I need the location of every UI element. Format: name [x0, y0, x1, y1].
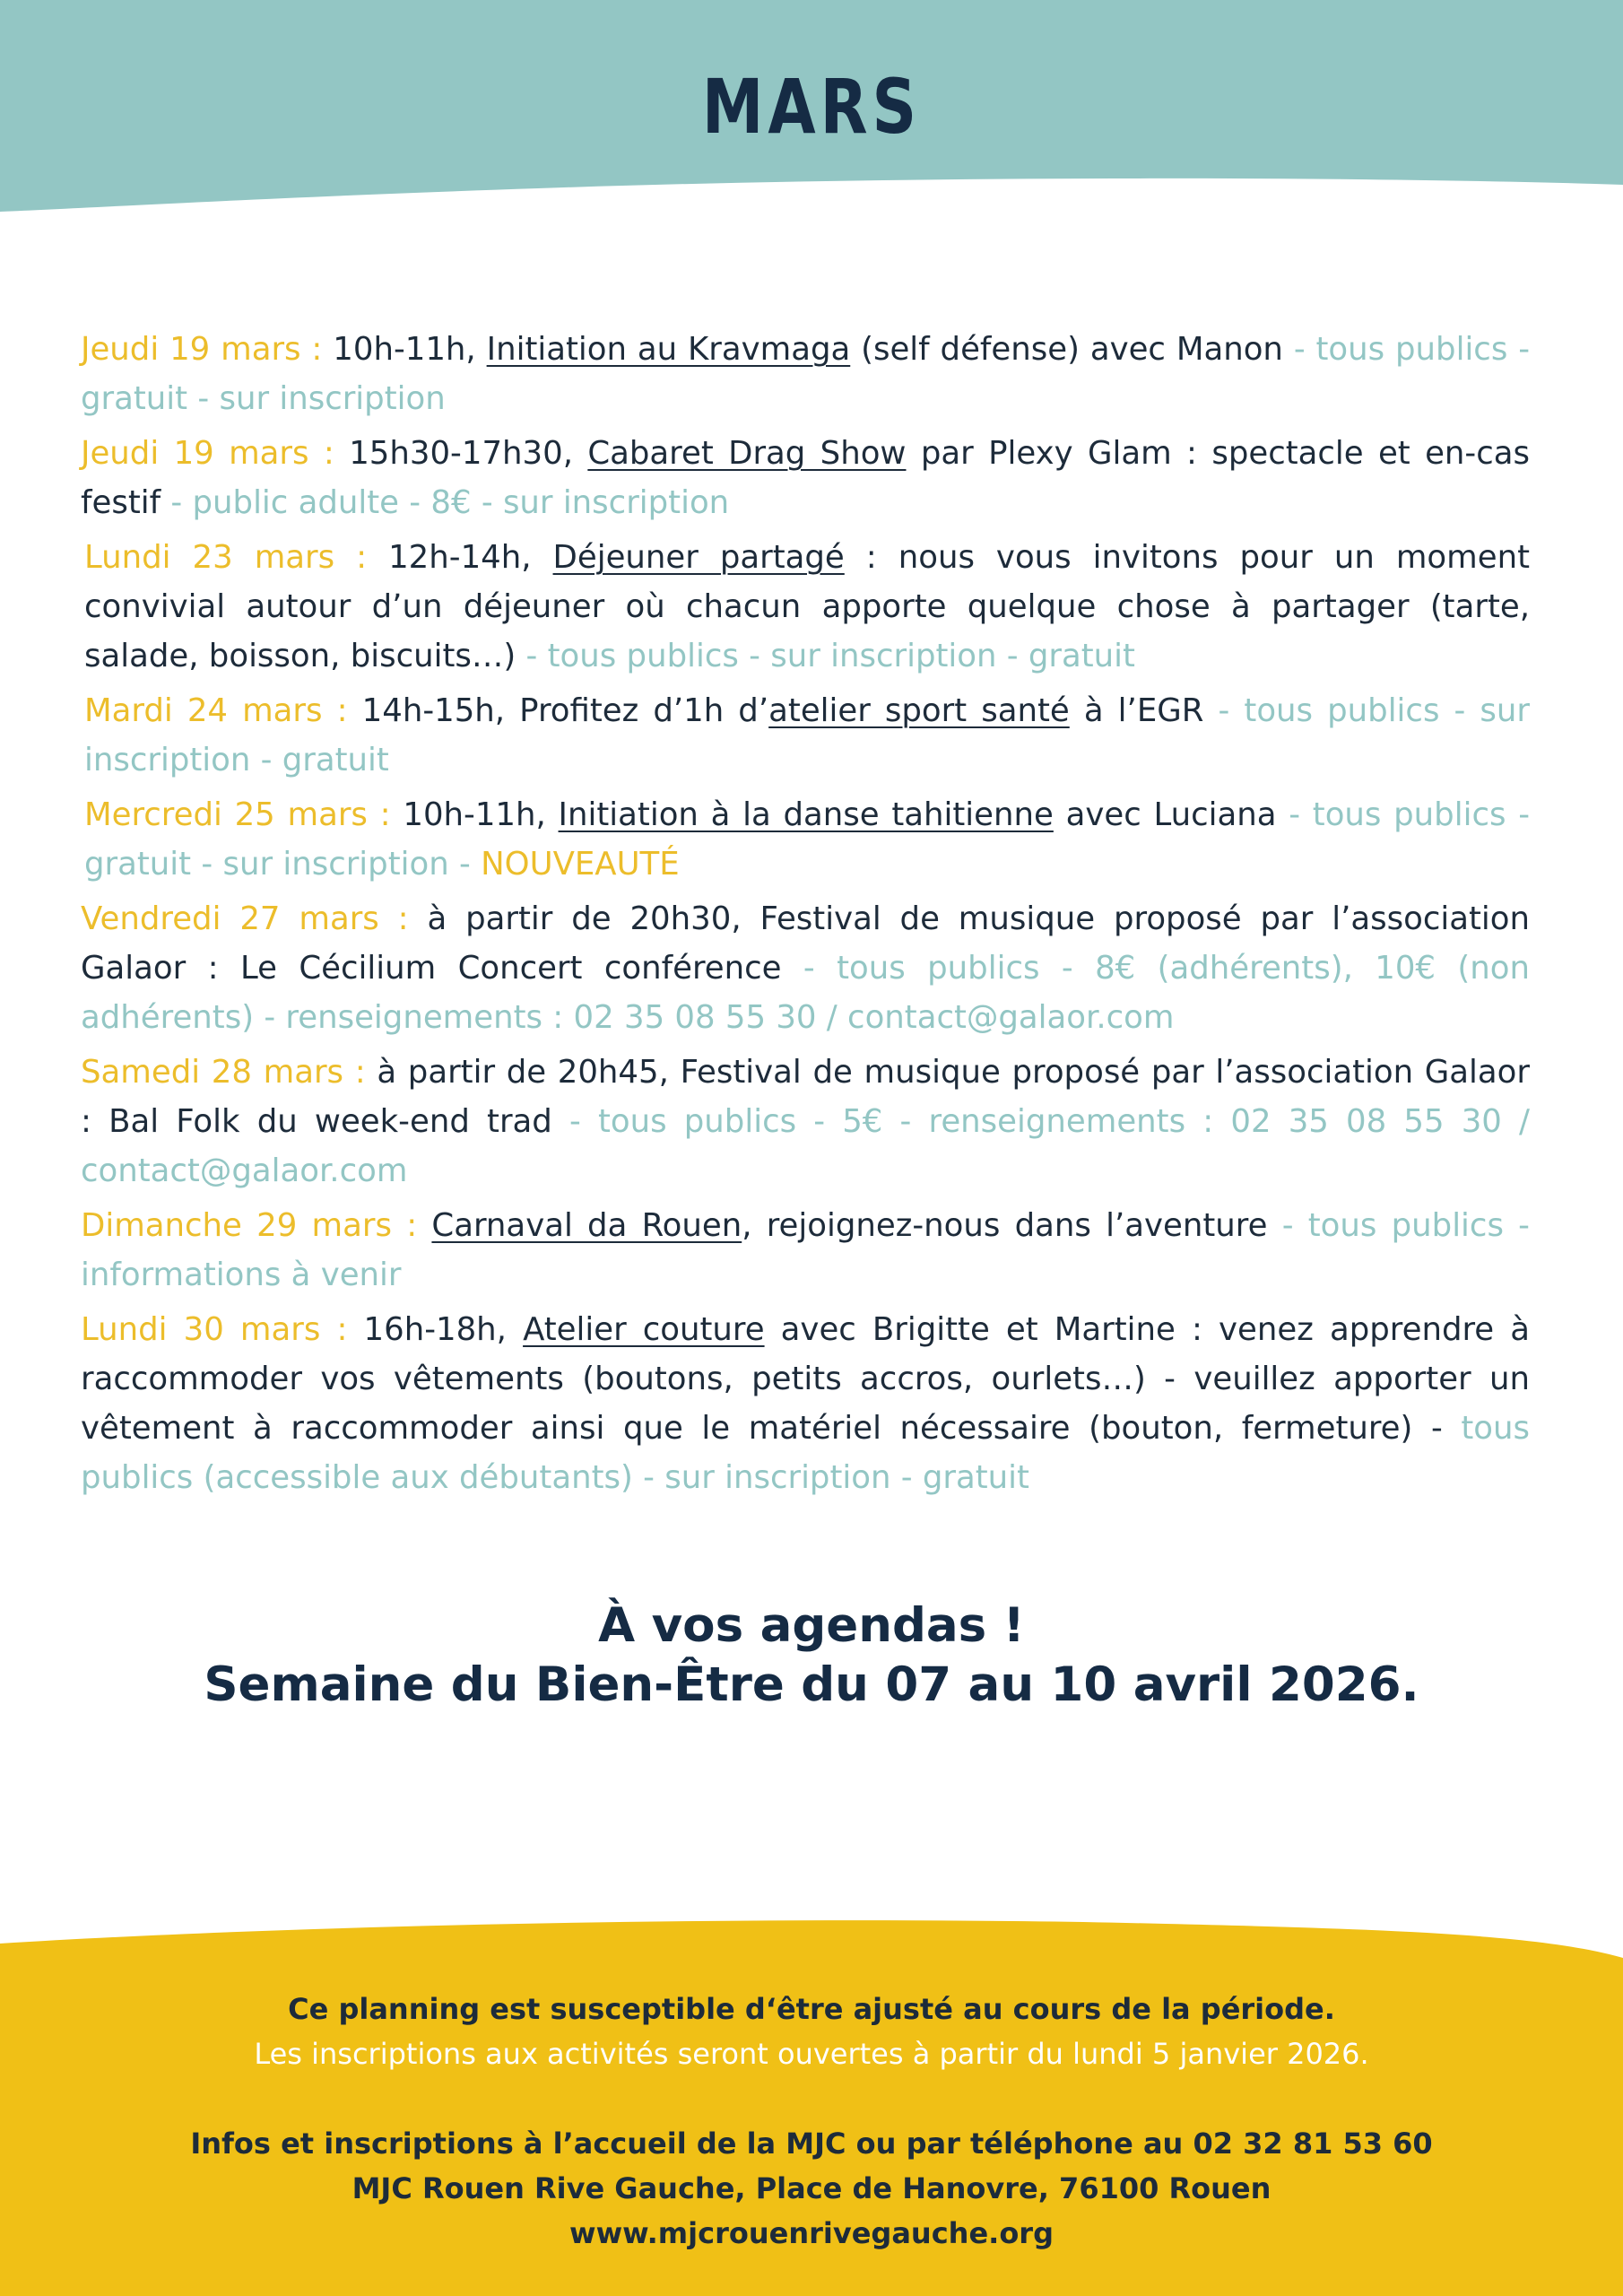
- event-time: à partir de 20h30, Festival de musique proposé par l’association Galaor : Le Cécilium Concert conférence: [81, 900, 1530, 987]
- event-desc: avec Luciana: [1053, 796, 1277, 833]
- event-time: à partir de 20h45, Festival de musique proposé par l’association Galaor : Bal Folk du week-end trad: [81, 1054, 1530, 1140]
- new-badge: NOUVEAUTÉ: [481, 846, 680, 883]
- event-info: - tous publics - gratuit - sur inscription: [81, 331, 1531, 417]
- event-day: Vendredi 27 mars :: [81, 900, 409, 937]
- event-desc: à l’EGR: [1069, 692, 1204, 729]
- event-day: Jeudi 19 mars :: [81, 331, 323, 368]
- event-time: [417, 1207, 431, 1244]
- footer-spacer: [0, 2076, 1623, 2121]
- event-link[interactable]: Déjeuner partagé: [552, 539, 845, 576]
- event-info: - tous publics - sur inscription - gratuit: [516, 638, 1135, 674]
- footer-disclaimer: Ce planning est susceptible d‘être ajusté au cours de la période.: [288, 1992, 1335, 2026]
- event-day: Dimanche 29 mars :: [81, 1207, 418, 1244]
- event-time: 10h-11h,: [390, 796, 559, 833]
- event-day: Lundi 23 mars :: [84, 539, 368, 576]
- event-day: Lundi 30 mars :: [81, 1311, 348, 1348]
- event-desc: (self défense) avec Manon: [850, 331, 1283, 368]
- event-link[interactable]: Atelier couture: [523, 1311, 765, 1348]
- event-item: [81, 894, 1530, 1042]
- event-item: [81, 790, 1530, 889]
- event-info: - public adulte - 8€ - sur inscription: [161, 484, 730, 521]
- event-item: [81, 533, 1530, 681]
- events-list: [81, 325, 1530, 1508]
- event-desc: , rejoignez-nous dans l’aventure: [742, 1207, 1268, 1244]
- agenda-line-2: Semaine du Bien-Être du 07 au 10 avril 2026.: [204, 1657, 1419, 1712]
- event-desc: avec Brigitte et Martine : venez apprendre à raccommoder vos vêtements (boutons, petits accros, ourlets…) - veuillez apporter un vêtement à raccommoder ainsi que le matériel nécessaire (bouton, fermeture) -: [81, 1311, 1530, 1447]
- event-desc: : nous vous invitons pour un moment convivial autour d’un déjeuner où chacun apporte quelque chose à partager (tarte, salade, boisson, biscuits…): [84, 539, 1530, 674]
- footer-website-link[interactable]: www.mjcrouenrivegauche.org: [569, 2216, 1054, 2250]
- footer-contact: Infos et inscriptions à l’accueil de la MJC ou par téléphone au 02 32 81 53 60: [190, 2126, 1433, 2161]
- event-link[interactable]: Initiation à la danse tahitienne: [558, 796, 1054, 833]
- event-link[interactable]: Cabaret Drag Show: [587, 435, 907, 472]
- event-info: tous publics (accessible aux débutants) - sur inscription - gratuit: [81, 1410, 1530, 1496]
- agenda-announcement: [0, 1596, 1623, 1715]
- event-item: [81, 429, 1530, 527]
- event-day: Jeudi 19 mars :: [81, 435, 334, 472]
- event-info: - tous publics - gratuit - sur inscription -: [84, 796, 1530, 883]
- event-item: [81, 686, 1530, 785]
- event-day: Samedi 28 mars :: [81, 1054, 366, 1091]
- event-time: 12h-14h,: [367, 539, 553, 576]
- event-item: [81, 325, 1530, 423]
- month-title: MARS: [701, 63, 922, 151]
- event-info: - tous publics - 5€ - renseignements : 02 35 08 55 30 / contact@galaor.com: [81, 1103, 1531, 1189]
- event-time: 10h-11h,: [322, 331, 487, 368]
- event-time: 15h30-17h30,: [334, 435, 588, 472]
- event-item: [81, 1201, 1530, 1300]
- event-item: [81, 1305, 1530, 1502]
- event-day: Mardi 24 mars :: [84, 692, 348, 729]
- event-info: - tous publics - sur inscription - gratuit: [84, 692, 1530, 778]
- footer-registration-date: Les inscriptions aux activités seront ouvertes à partir du lundi 5 janvier 2026.: [254, 2037, 1369, 2071]
- event-time: 14h-15h, Profitez d’1h d’: [347, 692, 769, 729]
- event-link[interactable]: atelier sport santé: [768, 692, 1070, 729]
- event-link[interactable]: Initiation au Kravmaga: [486, 331, 851, 368]
- footer-info: [0, 1987, 1623, 2256]
- agenda-line-1: À vos agendas !: [598, 1598, 1025, 1653]
- event-day: Mercredi 25 mars :: [84, 796, 391, 833]
- event-desc: par Plexy Glam : spectacle et en-cas festif: [81, 435, 1531, 521]
- event-info: - tous publics - informations à venir: [81, 1207, 1530, 1293]
- event-link[interactable]: Carnaval da Rouen: [431, 1207, 742, 1244]
- event-time: 16h-18h,: [347, 1311, 524, 1348]
- footer-address: MJC Rouen Rive Gauche, Place de Hanovre, 76100 Rouen: [352, 2171, 1271, 2205]
- event-info: - tous publics - 8€ (adhérents), 10€ (non adhérents) - renseignements : 02 35 08 55 30 / contact@galaor.com: [81, 950, 1530, 1036]
- event-item: [81, 1048, 1530, 1196]
